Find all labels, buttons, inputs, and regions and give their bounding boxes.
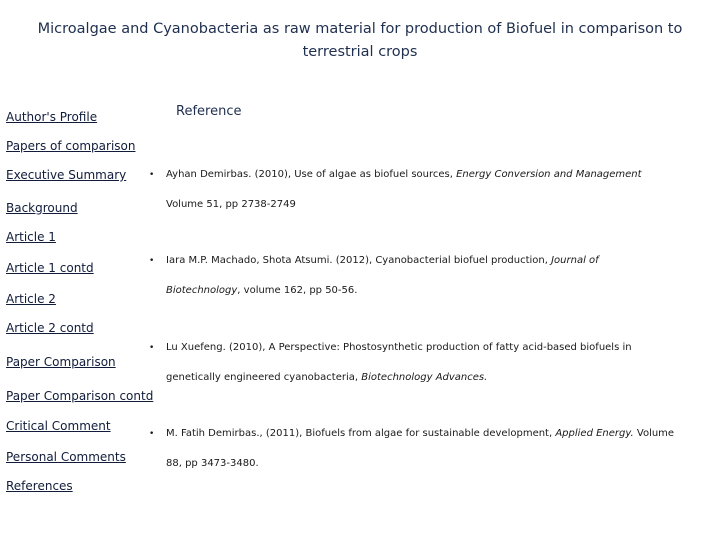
reference-heading: Reference <box>176 104 242 119</box>
nav-link-personal-comments[interactable]: Personal Comments <box>6 450 126 464</box>
reference-text: Lu Xuefeng. (2010), A Perspective: Phostosynthetic production of fatty acid-based biofuels in <box>166 342 632 353</box>
reference-journal: Applied Energy. <box>555 428 634 439</box>
reference-volume: Volume <box>633 428 675 439</box>
reference-text: M. Fatih Demirbas., (2011), Biofuels from algae for sustainable development, <box>166 428 556 439</box>
reference-item-1 <box>149 169 642 210</box>
nav-link-papers-of-comparison[interactable]: Papers of comparison <box>6 139 136 153</box>
nav-link-critical-comment[interactable]: Critical Comment <box>6 419 111 433</box>
nav-link-paper-comparison[interactable]: Paper Comparison <box>6 355 116 369</box>
nav-link-references[interactable]: References <box>6 479 73 493</box>
bullet: • <box>149 343 155 353</box>
title-line-2: terrestrial crops <box>302 44 418 60</box>
nav-link-article-1-contd[interactable]: Article 1 contd <box>6 261 94 275</box>
nav-link-paper-comparison-contd[interactable]: Paper Comparison contd <box>6 389 154 403</box>
reference-item-2 <box>149 255 599 296</box>
reference-text-cont: genetically engineered cyanobacteria, <box>166 372 362 383</box>
nav-link-background[interactable]: Background <box>6 201 78 215</box>
reference-journal: Biotechnology Advances. <box>361 372 488 383</box>
reference-journal-cont: Biotechnology <box>166 285 238 296</box>
reference-item-3 <box>149 342 632 383</box>
reference-text: Ayhan Demirbas. (2010), Use of algae as biofuel sources, <box>166 169 457 180</box>
bullet: • <box>149 256 155 266</box>
slide-title <box>10 18 710 64</box>
title-line-1: Microalgae and Cyanobacteria as raw material for production of Biofuel in comparison to <box>37 21 683 37</box>
reference-text: Iara M.P. Machado, Shota Atsumi. (2012), Cyanobacterial biofuel production, <box>166 255 552 266</box>
reference-item-4 <box>149 428 675 469</box>
reference-details: Volume 51, pp 2738-2749 <box>166 199 296 210</box>
reference-journal: Energy Conversion and Management <box>456 169 642 180</box>
nav-link-article-2-contd[interactable]: Article 2 contd <box>6 321 94 335</box>
reference-details: 88, pp 3473-3480. <box>166 458 259 469</box>
nav-link-executive-summary[interactable]: Executive Summary <box>6 168 127 182</box>
reference-journal: Journal of <box>551 255 599 266</box>
reference-details: , volume 162, pp 50-56. <box>237 285 358 296</box>
nav-link-authors-profile[interactable]: Author's Profile <box>6 110 98 124</box>
nav-link-article-2[interactable]: Article 2 <box>6 292 56 306</box>
nav-link-article-1[interactable]: Article 1 <box>6 230 56 244</box>
bullet: • <box>149 429 155 439</box>
bullet: • <box>149 170 155 180</box>
